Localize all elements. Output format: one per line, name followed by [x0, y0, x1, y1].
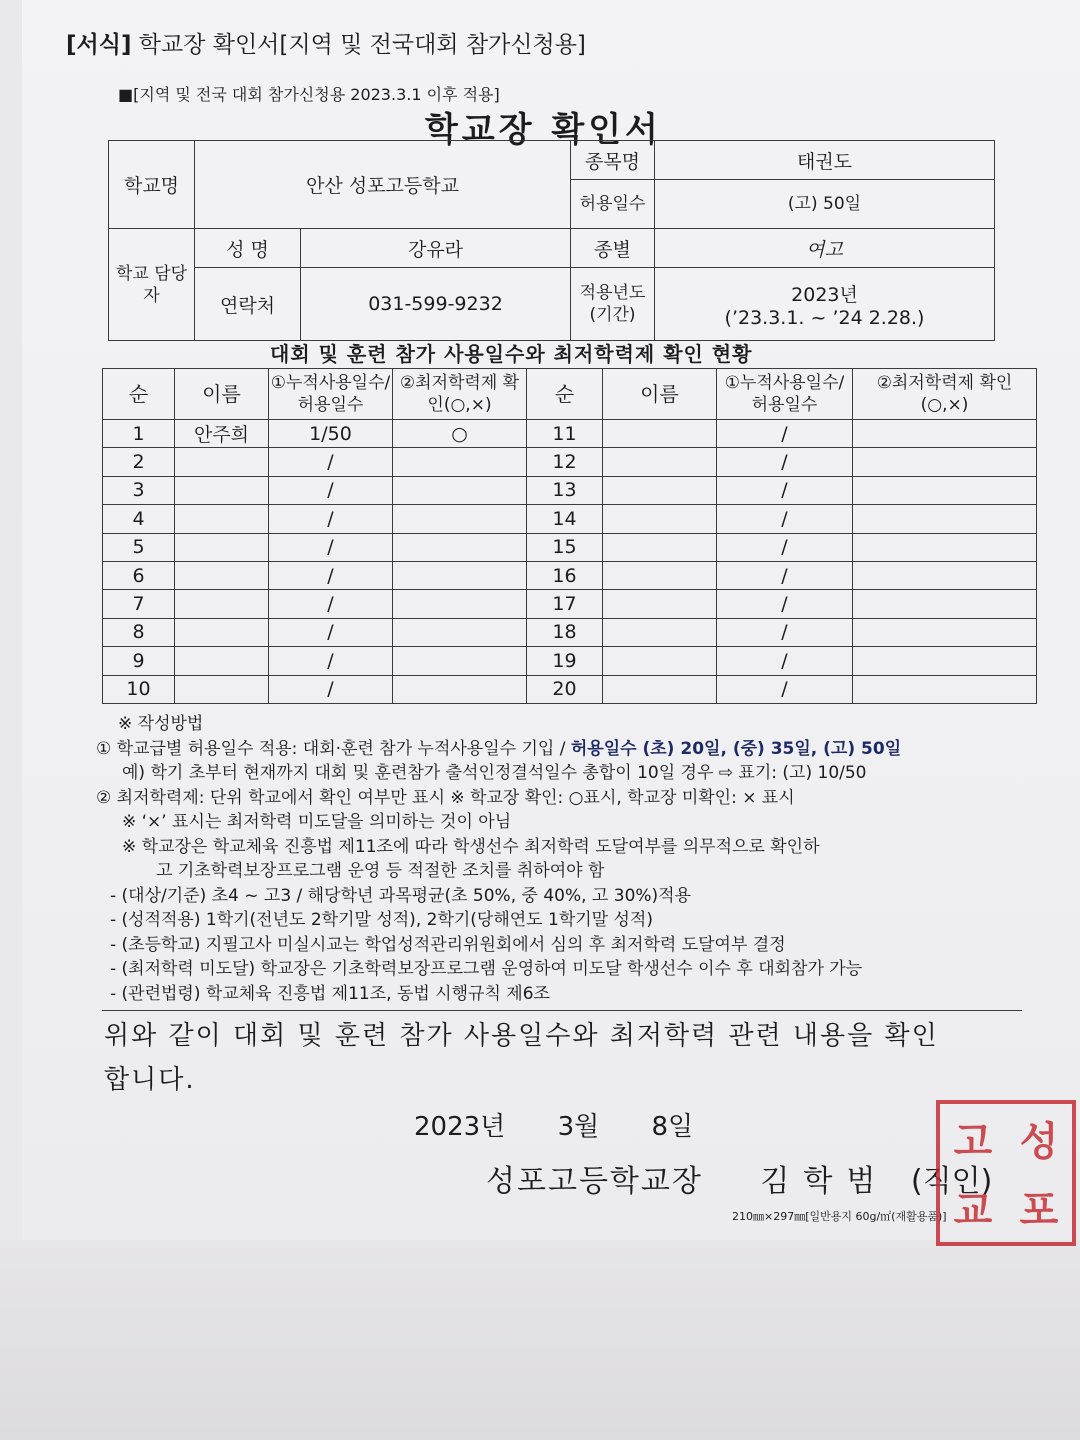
period-range: (’23.3.1. ~ ’24 2.28.) [724, 306, 925, 329]
row-no: 7 [103, 590, 175, 618]
row-check: ○ [393, 420, 527, 448]
note-2-sub-1: ※ ‘×’ 표시는 최저학력 미도달을 의미하는 것이 아님 [122, 812, 512, 832]
row-check-2 [853, 675, 1037, 703]
row-check [393, 675, 527, 703]
row-usage: / [269, 533, 393, 561]
gender-value: 여고 [655, 229, 995, 268]
note-1-text: ① 학교급별 허용일수 적용: 대회·훈련 참가 누적사용일수 기입 / [96, 738, 571, 759]
row-name-2 [603, 505, 717, 533]
form-tag: [서식] [66, 32, 132, 58]
sport-value: 태권도 [655, 141, 995, 180]
bullet-2: - (성적적용) 1학기(전년도 2학기말 성적), 2학기(당해연도 1학기말 성적) [110, 910, 653, 930]
school-label: 학교명 [109, 141, 195, 229]
row-no-2: 17 [527, 590, 603, 618]
stamp-char: 교 [953, 1187, 993, 1234]
row-usage: / [269, 590, 393, 618]
table-row [103, 618, 1037, 646]
row-usage-2: / [717, 675, 853, 703]
row-check-2 [853, 505, 1037, 533]
stamp-char: 포 [1019, 1187, 1059, 1234]
seal-mark: (직인) [910, 1164, 993, 1199]
table-row [103, 561, 1037, 589]
row-name-2 [603, 448, 717, 476]
bullet-1: - (대상/기준) 초4 ~ 고3 / 해당학년 과목평균(초 50%, 중 40%, 고 30%)적용 [110, 885, 692, 906]
row-name [175, 590, 269, 618]
row-usage-2: / [717, 476, 853, 504]
status-rows [103, 420, 1037, 704]
row-name-2 [603, 533, 717, 561]
row-no-2: 12 [527, 448, 603, 476]
row-name-2 [603, 590, 717, 618]
row-usage: 1/50 [269, 420, 393, 448]
row-name [175, 647, 269, 675]
note-1-example: 예) 학기 초부터 현재까지 대회 및 훈련참가 출석인정결석일수 총합이 10일 경우 ⇨ 표기: (고) 10/50 [122, 763, 867, 783]
row-check-2 [853, 533, 1037, 561]
bullet-3: - (초등학교) 지필고사 미실시교는 학업성적관리위원회에서 심의 후 최저학력 도달여부 결정 [110, 934, 786, 955]
official-seal-stamp [936, 1100, 1076, 1246]
gender-label: 종별 [571, 229, 655, 268]
row-name [175, 476, 269, 504]
confirmation-line-2: 합니다. [104, 1065, 196, 1095]
row-usage: / [269, 561, 393, 589]
row-usage: / [269, 618, 393, 646]
row-name-2 [603, 476, 717, 504]
table-row [103, 647, 1037, 675]
header-name-2: 이름 [603, 369, 717, 420]
notes-heading: ※ 작성방법 [118, 714, 204, 734]
stamp-characters [940, 1104, 1072, 1242]
header-check: ②최저학력제 확인(○,×) [393, 369, 527, 420]
name-label: 성 명 [195, 229, 301, 268]
row-usage-2: / [717, 647, 853, 675]
row-name-2 [603, 561, 717, 589]
row-check-2 [853, 561, 1037, 589]
allowed-days-value: (고) 50일 [655, 180, 995, 229]
row-no: 5 [103, 533, 175, 561]
table-row [103, 675, 1037, 703]
issue-date [414, 1106, 737, 1143]
table-row [103, 505, 1037, 533]
row-name [175, 675, 269, 703]
instructions [96, 712, 901, 1006]
note-2: ② 최저학력제: 단위 학교에서 확인 여부만 표시 ※ 학교장 확인: ○표시, 학교장 미확인: × 표시 [96, 787, 795, 808]
row-name: 안주희 [175, 420, 269, 448]
row-check [393, 647, 527, 675]
row-no-2: 19 [527, 647, 603, 675]
row-no: 3 [103, 476, 175, 504]
contact-value: 031-599-9232 [301, 268, 571, 341]
note-1-highlight: 허용일수 (초) 20일, (중) 35일, (고) 50일 [570, 738, 902, 759]
school-name: 안산 성포고등학교 [195, 141, 571, 229]
row-no-2: 20 [527, 675, 603, 703]
row-check-2 [853, 590, 1037, 618]
row-no-2: 11 [527, 420, 603, 448]
row-no-2: 15 [527, 533, 603, 561]
row-no: 8 [103, 618, 175, 646]
period-year: 2023년 [791, 283, 858, 306]
paper-spec: 210㎜×297㎜[일반용지 60g/㎡(재활용품)] [732, 1210, 947, 1223]
row-name [175, 505, 269, 533]
row-no: 4 [103, 505, 175, 533]
confirmation-line-1: 위와 같이 대회 및 훈련 참가 사용일수와 최저학력 관련 내용을 확인 [104, 1021, 939, 1051]
sport-label: 종목명 [571, 141, 655, 180]
stamp-char: 고 [953, 1118, 993, 1165]
table-row [103, 476, 1037, 504]
row-name-2 [603, 647, 717, 675]
contact-label: 연락처 [195, 268, 301, 341]
period-label: 적용년도 (기간) [571, 268, 655, 341]
row-usage: / [269, 675, 393, 703]
row-check [393, 590, 527, 618]
form-title: 학교장 확인서[지역 및 전국대회 참가신청용] [138, 32, 586, 58]
row-usage-2: / [717, 420, 853, 448]
bullet-5: - (관련법령) 학교체육 진흥법 제11조, 동법 시행규칙 제6조 [110, 983, 550, 1004]
teacher-name: 강유라 [301, 229, 571, 268]
signature-line [486, 1156, 992, 1200]
page-title: 학교장 확인서 [425, 110, 662, 150]
principal-title: 성포고등학교장 [486, 1164, 703, 1199]
table-row [103, 590, 1037, 618]
row-usage-2: / [717, 618, 853, 646]
background-surface [0, 1240, 1080, 1440]
row-no: 10 [103, 675, 175, 703]
row-check [393, 561, 527, 589]
table-row [103, 533, 1037, 561]
header-check-2: ②최저학력제 확인(○,×) [853, 369, 1037, 420]
confirmation-text [104, 1014, 939, 1102]
header-name: 이름 [175, 369, 269, 420]
row-name-2 [603, 675, 717, 703]
table-row [103, 448, 1037, 476]
row-usage: / [269, 476, 393, 504]
status-title: 대회 및 훈련 참가 사용일수와 최저학력제 확인 현황 [270, 342, 753, 366]
teacher-label: 학교 담당자 [109, 229, 195, 341]
row-name [175, 448, 269, 476]
row-no-2: 13 [527, 476, 603, 504]
form-label [66, 26, 586, 59]
date-month: 3월 [557, 1112, 600, 1142]
row-name-2 [603, 618, 717, 646]
row-check [393, 505, 527, 533]
row-name [175, 618, 269, 646]
row-no: 1 [103, 420, 175, 448]
row-usage-2: / [717, 533, 853, 561]
date-day: 8일 [651, 1112, 694, 1142]
row-check [393, 533, 527, 561]
row-no-2: 18 [527, 618, 603, 646]
row-check-2 [853, 618, 1037, 646]
row-usage: / [269, 505, 393, 533]
header-no-2: 순 [527, 369, 603, 420]
bullet-4: - (최저학력 미도달) 학교장은 기초학력보장프로그램 운영하여 미도달 학생선수 이수 후 대회참가 가능 [110, 959, 863, 979]
row-usage-2: / [717, 448, 853, 476]
row-usage-2: / [717, 505, 853, 533]
info-table [108, 140, 995, 341]
row-name [175, 561, 269, 589]
row-no-2: 14 [527, 505, 603, 533]
header-usage-2: ①누적사용일수/허용일수 [717, 369, 853, 420]
row-check-2 [853, 476, 1037, 504]
row-usage-2: / [717, 561, 853, 589]
row-no: 2 [103, 448, 175, 476]
divider [102, 1010, 1022, 1011]
row-check [393, 448, 527, 476]
row-name-2 [603, 420, 717, 448]
stamp-char: 성 [1019, 1118, 1059, 1165]
row-check-2 [853, 448, 1037, 476]
row-check [393, 476, 527, 504]
principal-name: 김학범 [760, 1164, 890, 1199]
row-check-2 [853, 647, 1037, 675]
date-year: 2023년 [414, 1112, 506, 1142]
row-no: 9 [103, 647, 175, 675]
header-no: 순 [103, 369, 175, 420]
row-no: 6 [103, 561, 175, 589]
table-row [103, 420, 1037, 448]
status-header-row [103, 369, 1037, 420]
row-usage: / [269, 448, 393, 476]
header-usage: ①누적사용일수/허용일수 [269, 369, 393, 420]
note-2-sub-2b: 고 기초학력보장프로그램 운영 등 적절한 조치를 취하여야 함 [156, 861, 605, 881]
row-check [393, 618, 527, 646]
row-check-2 [853, 420, 1037, 448]
note-2-sub-2a: ※ 학교장은 학교체육 진흥법 제11조에 따라 학생선수 최저학력 도달여부를 의무적으로 확인하 [122, 836, 820, 857]
row-usage: / [269, 647, 393, 675]
allowed-days-label: 허용일수 [571, 180, 655, 229]
row-usage-2: / [717, 590, 853, 618]
status-table [102, 368, 1037, 704]
note-1 [96, 737, 901, 762]
subheader: ■[지역 및 전국 대회 참가신청용 2023.3.1 이후 적용] [118, 85, 500, 104]
period-value [655, 268, 995, 341]
row-name [175, 533, 269, 561]
row-no-2: 16 [527, 561, 603, 589]
